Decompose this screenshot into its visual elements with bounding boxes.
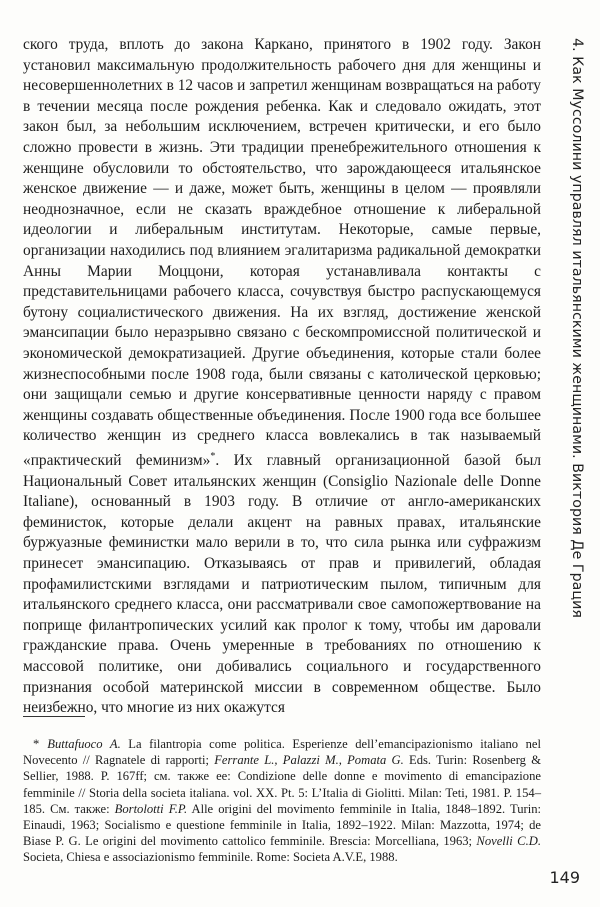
footnote-author: Ferrante L., Palazzi M., Pomata G.: [214, 753, 404, 768]
footnote-text: La filantropia come politica. Esperienze dell’emancipazionismo italiano nel Novecento // Ragnatele di rapporti;: [23, 737, 541, 768]
page-number: 149: [549, 868, 580, 887]
body-paragraph: [23, 35, 541, 719]
running-head: 4. Как Муссолини управлял итальянскими женщинами. Виктория Де Грация: [569, 38, 585, 618]
footnote-text: Societa, Chiesa e associazionismo femminile. Rome: Societa A.V.E, 1988.: [23, 850, 398, 865]
footnote-author: Novelli C.D.: [476, 834, 541, 849]
footnote-author: Buttafuoco A.: [47, 737, 121, 751]
footnote-text: Alle origini del movimento femminile in Italia, 1848–1892. Turin: Einaudi, 1963; Socialismo e questione femminile in Italia, 1892–1922. Milan: Mazzotta, 1974; de Biase P. G. Le origini del movimento cattolico femminile. Brescia: Morcelliana, 1963;: [23, 801, 541, 849]
footnote-divider: [23, 716, 85, 717]
body-text-continued: . Их главный организационной базой был Национальный Совет итальянских женщин (Consiglio Nazionale delle Donne Italiane), основанный в 1903 году. В отличие от англо-американских феминисток, которые делали акцент на равных правах, итальянские буржуазные феминистки мало верили в то, что сила рынка или суфражизм принесет эмансипацию. Отказываясь от прав и привилегий, обладая профамилистскими взглядами и патриотическим пылом, типичным для итальянского среднего класса, они рассматривали свое самопожертвование на поприще филантропических усилий как пролог к тому, чтобы им даровали гражданские права. Очень умеренные в требованиях по отношению к массовой политике, они добивались социального и государственного признания особой материнской миссии в современном обществе. Было неизбежно, что многие из них окажутся: [23, 452, 541, 717]
body-text: ского труда, вплоть до закона Каркано, принятого в 1902 году. Закон установил максимальную продолжительность рабочего дня для женщины и несовершеннолетних в 12 часов и запретил женщинам возвращаться на работу в течении месяца после рождения ребенка. Как и следовало ожидать, этот закон был, за небольшим исключением, встречен критически, и его было сложно провести в жизнь. Эти традиции пренебрежительного отношения к женщине обусловили то обстоятельство, что зарождающееся итальянское женское движение — и даже, может быть, женщины в целом — проявляли неоднозначное, если не сказать враждебное отношение к либеральной идеологии и либеральным институтам. Некоторые, самые первые, организации находились под влиянием эгалитаризма радикальной демократки Анны Марии Моццони, которая устанавливала контакты с представительницами рабочего класса, сочувствуя быстро распускающемуся бутону социалистического движения. На их взгляд, достижение женской эмансипации было неразрывно связано с бескомпромиссной политической и экономической демократизацией. Другие объединения, которые стали более жизнеспособными после 1908 года, были связаны с католической церковью; они защищали семью и другие консервативные ценности наряду с правом женщины создавать общественные объединения. После 1900 года все большее количество женщин из среднего класса вовлекались в так называемый «практический феминизм»: [23, 36, 541, 469]
footnote-reference: *: [210, 450, 216, 462]
footnote: [23, 736, 541, 866]
footnote-text: Eds. Turin: Rosenberg & Sellier, 1988. P. 167ff; см. также ее: Condizione delle donne e movimento di emancipazione femminile // Storia della societa italiana. vol. XX. Pt. 5: L’Italia di Giolitti. Milan: Teti, 1981. P. 154–185. См. также:: [23, 753, 541, 816]
footnote-mark: *: [33, 737, 40, 751]
footnote-author: Bortolotti F.P.: [114, 801, 188, 816]
